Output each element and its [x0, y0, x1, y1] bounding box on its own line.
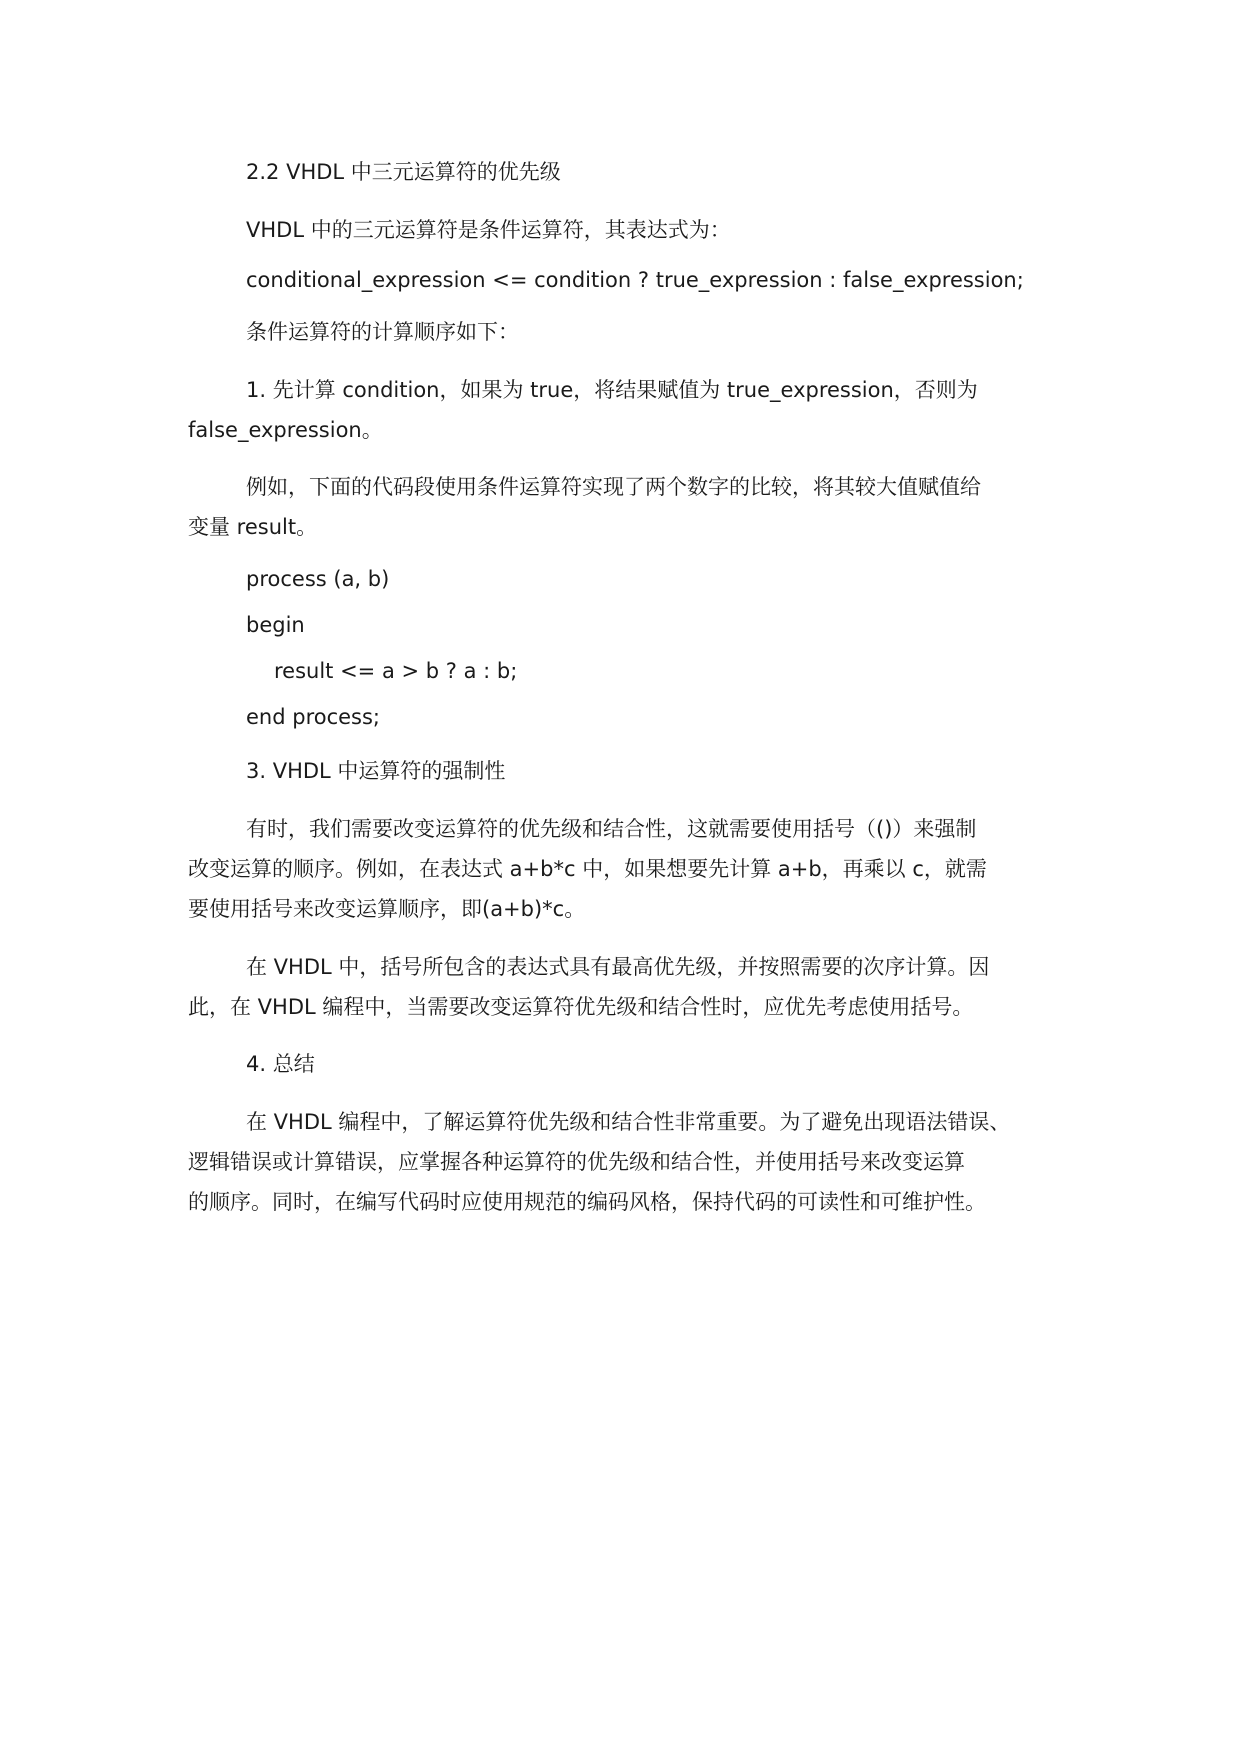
section-3-p2-line-1: 在 VHDL 中，括号所包含的表达式具有最高优先级，并按照需要的次序计算。因 — [246, 955, 990, 979]
section-3-p1-line-2: 改变运算的顺序。例如，在表达式 a+b*c 中，如果想要先计算 a+b，再乘以 c，就需 — [188, 857, 987, 881]
section-2-2-heading: 2.2 VHDL 中三元运算符的优先级 — [246, 160, 561, 184]
paragraph: 条件运算符的计算顺序如下： — [246, 320, 519, 344]
step-1-line-1: 1. 先计算 condition，如果为 true，将结果赋值为 true_expression，否则为 — [246, 378, 978, 402]
section-4-p1-line-1: 在 VHDL 编程中，了解运算符优先级和结合性非常重要。为了避免出现语法错误、 — [246, 1110, 1011, 1134]
code-line: end process; — [246, 705, 381, 729]
step-1-line-2: false_expression。 — [188, 418, 383, 442]
example-line-1: 例如，下面的代码段使用条件运算符实现了两个数字的比较，将其较大值赋值给 — [246, 475, 981, 499]
section-4-heading: 4. 总结 — [246, 1052, 315, 1076]
code-line: result <= a > b ? a : b; — [274, 659, 518, 683]
section-3-p1-line-1: 有时，我们需要改变运算符的优先级和结合性，这就需要使用括号（()）来强制 — [246, 817, 977, 841]
section-3-p1-line-3: 要使用括号来改变运算顺序，即(a+b)*c。 — [188, 897, 586, 921]
paragraph: VHDL 中的三元运算符是条件运算符，其表达式为： — [246, 218, 731, 242]
syntax-line: conditional_expression <= condition ? true_expression : false_expression; — [246, 268, 1024, 292]
section-4-p1-line-2: 逻辑错误或计算错误，应掌握各种运算符的优先级和结合性，并使用括号来改变运算 — [188, 1150, 965, 1174]
section-3-heading: 3. VHDL 中运算符的强制性 — [246, 759, 506, 783]
section-4-p1-line-3: 的顺序。同时，在编写代码时应使用规范的编码风格，保持代码的可读性和可维护性。 — [188, 1190, 986, 1214]
section-3-p2-line-2: 此，在 VHDL 编程中，当需要改变运算符优先级和结合性时，应优先考虑使用括号。 — [188, 995, 974, 1019]
example-line-2: 变量 result。 — [188, 515, 318, 539]
code-line: process (a, b) — [246, 567, 390, 591]
code-line: begin — [246, 613, 305, 637]
